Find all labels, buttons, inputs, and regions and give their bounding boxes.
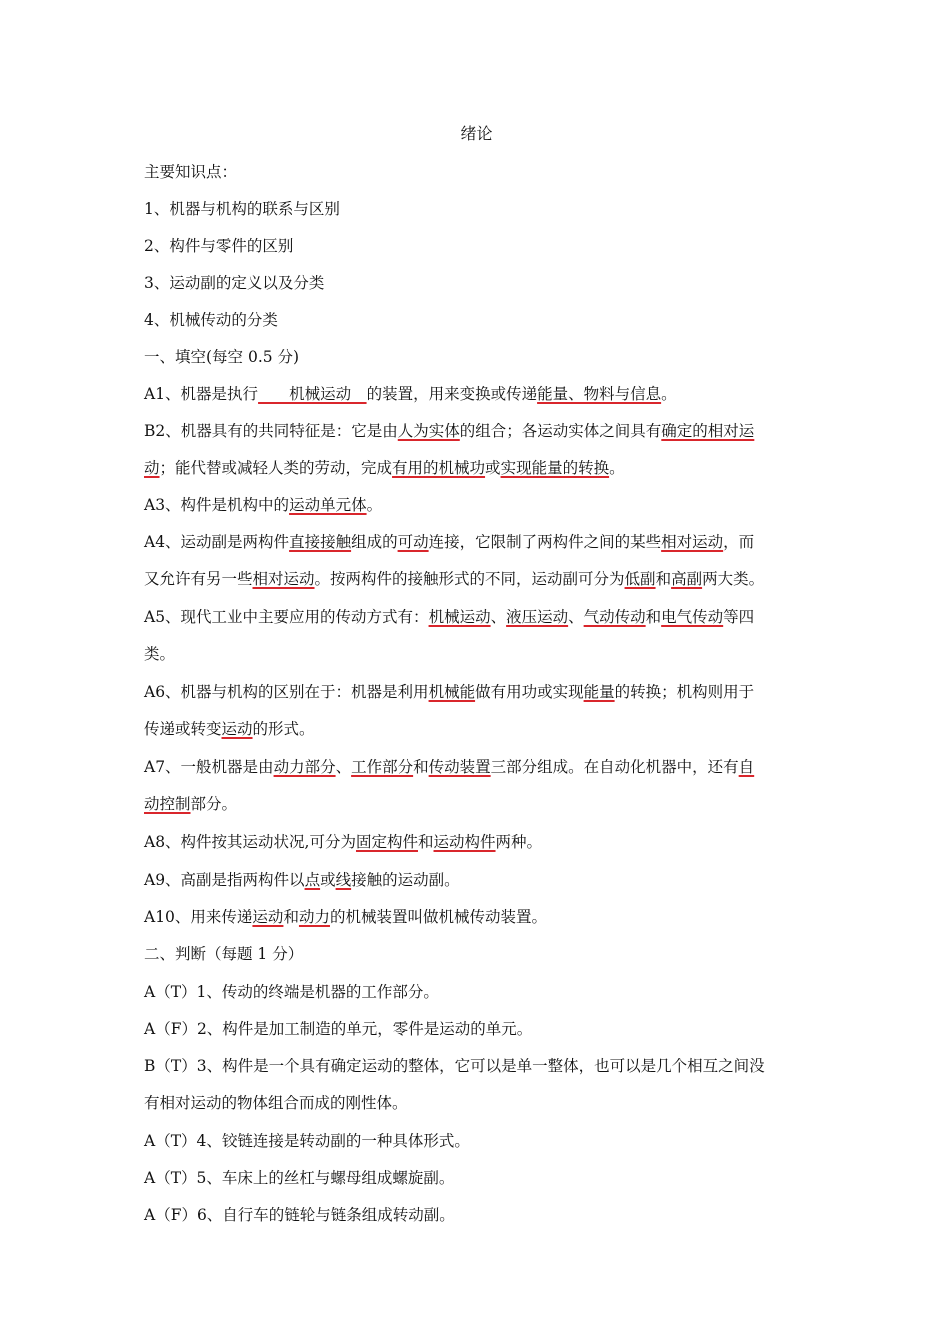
answer: 高副 (671, 570, 703, 588)
question-a1: A1、机器是执行 机械运动 的装置，用来变换或传递能量、物料与信息。 (144, 385, 677, 403)
page-title: 绪论 (460, 124, 493, 143)
question-a10: A10、用来传递运动和动力的机械装置叫做机械传动装置。 (144, 908, 547, 926)
question-b2: B2、机器具有的共同特征是：它是由人为实体的组合；各运动实体之间具有确定的相对运 动；能代替或减轻人类的劳动，完成有用的机械功或实现能量的转换。 (144, 422, 755, 477)
answer: 人为实体 (397, 422, 460, 440)
question-a8: A8、构件按其运动状况,可分为固定构件和运动构件两种。 (144, 833, 543, 851)
answer: 自 (738, 758, 755, 776)
answer: 机械运动 (428, 608, 491, 626)
answer: 能量 (583, 683, 615, 701)
section-true-false-heading: 二、判断（每题 1 分） (144, 945, 304, 963)
answer: 运动构件 (433, 833, 496, 851)
knowledge-item: 3、运动副的定义以及分类 (144, 274, 325, 292)
answer: 动 (144, 459, 160, 477)
section-fill-blank-heading: 一、填空(每空 0.5 分) (144, 348, 300, 366)
question-a9: A9、高副是指两构件以点或线接触的运动副。 (144, 871, 460, 889)
answer: 有用的机械功 (392, 459, 486, 477)
answer: 电气传动 (661, 608, 724, 626)
answer: 气动传动 (583, 608, 646, 626)
knowledge-item: 2、构件与零件的区别 (144, 237, 294, 255)
answer: 动力部分 (273, 758, 336, 776)
answer: 相对运动 (661, 533, 724, 551)
answer: 运动 (221, 720, 253, 738)
answer: 可动 (397, 533, 429, 551)
knowledge-heading: 主要知识点： (144, 163, 238, 181)
answer: 运动单元体 (289, 496, 367, 514)
question-a3: A3、构件是机构中的运动单元体。 (144, 496, 383, 514)
judge-item-6: A（F）6、自行车的链轮与链条组成转动副。 (144, 1206, 455, 1224)
answer: 固定构件 (355, 833, 418, 851)
judge-item-3: B（T）3、构件是一个具有确定运动的整体，它可以是单一整体，也可以是几个相互之间没 有相对运动的物体组合而成的刚性体。 (144, 1057, 765, 1112)
answer: 运动 (252, 908, 284, 926)
answer: 点 (304, 871, 321, 889)
question-a4: A4、运动副是两构件直接接触组成的可动连接，它限制了两构件之间的某些相对运动，而 又允许有另一些相对运动。按两构件的接触形式的不同，运动副可分为低副和高副两大类。 (144, 533, 765, 588)
question-a7: A7、一般机器是由动力部分、工作部分和传动装置三部分组成。在自动化机器中，还有自 动控制部分。 (144, 758, 755, 813)
answer: 传动装置 (428, 758, 491, 776)
answer: 工作部分 (351, 758, 414, 776)
answer: 确定的相对运 (661, 422, 755, 440)
judge-item-5: A（T）5、车床上的丝杠与螺母组成螺旋副。 (144, 1169, 455, 1187)
answer: 线 (335, 871, 352, 889)
answer: 机械运动 (258, 385, 367, 403)
answer: 机械能 (428, 683, 476, 701)
answer: 液压运动 (506, 608, 569, 626)
knowledge-item: 1、机器与机构的联系与区别 (144, 200, 340, 218)
judge-item-2: A（F）2、构件是加工制造的单元，零件是运动的单元。 (144, 1020, 533, 1038)
answer: 直接接触 (289, 533, 352, 551)
answer: 动控制 (144, 795, 191, 813)
knowledge-item: 4、机械传动的分类 (144, 311, 278, 329)
question-a5: A5、现代工业中主要应用的传动方式有：机械运动、液压运动、气动传动和电气传动等四 类。 (144, 608, 755, 663)
answer: 动力 (298, 908, 330, 926)
answer: 能量、物料与信息 (537, 385, 662, 403)
answer: 实现能量的转换 (500, 459, 610, 477)
judge-item-4: A（T）4、铰链连接是转动副的一种具体形式。 (144, 1132, 470, 1150)
judge-item-1: A（T）1、传动的终端是机器的工作部分。 (144, 983, 439, 1001)
answer: 低副 (624, 570, 656, 588)
question-a6: A6、机器与机构的区别在于：机器是利用机械能做有用功或实现能量的转换；机构则用于 传递或转变运动的形式。 (144, 683, 755, 738)
answer: 相对运动 (252, 570, 315, 588)
